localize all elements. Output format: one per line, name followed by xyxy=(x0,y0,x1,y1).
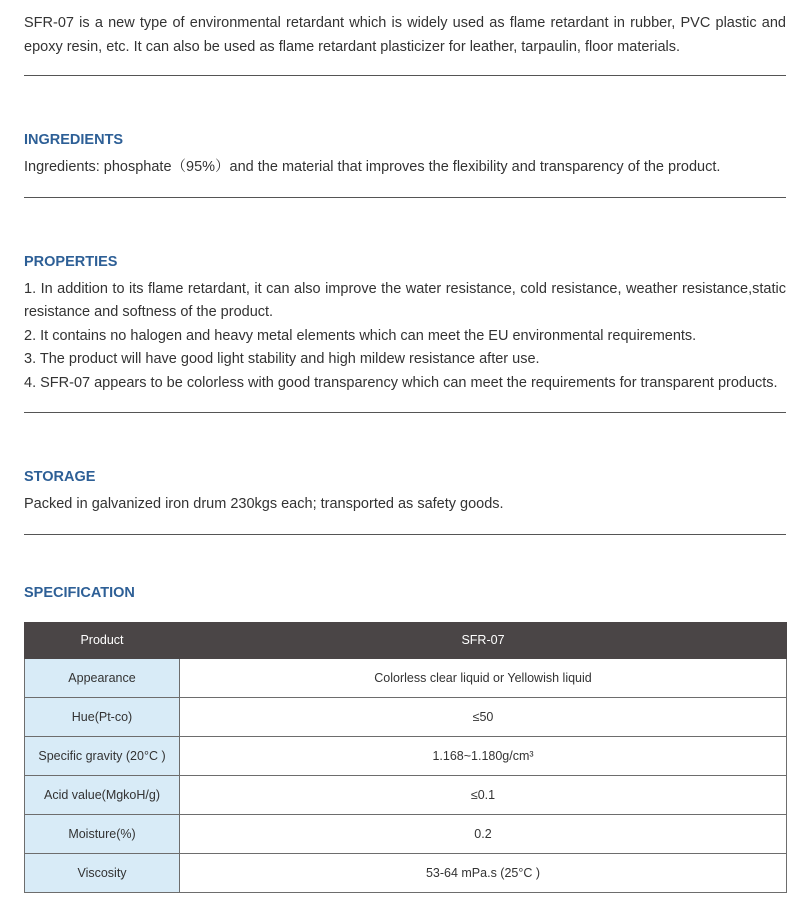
row-label: Viscosity xyxy=(25,853,180,892)
intro-paragraph: SFR-07 is a new type of environmental retardant which is widely used as flame retardant in rubber, PVC plastic and epoxy resin, etc. It can also be used as flame retardant plasticizer for leather, tarpaulin, floor materials. xyxy=(24,15,786,55)
row-label: Moisture(%) xyxy=(25,814,180,853)
list-item: 1. In addition to its flame retardant, it can also improve the water resistance, cold resistance, weather resistance,static resistance and softness of the product. xyxy=(24,280,786,320)
specification-title: SPECIFICATION xyxy=(24,584,135,601)
header-product: Product xyxy=(25,622,180,658)
table-header-row xyxy=(25,622,787,658)
row-value: 1.168~1.180g/cm³ xyxy=(180,736,787,775)
table-row xyxy=(25,697,787,736)
table-row xyxy=(25,814,787,853)
divider xyxy=(24,197,786,198)
table-row xyxy=(25,853,787,892)
table-row xyxy=(25,736,787,775)
header-model: SFR-07 xyxy=(180,622,787,658)
row-value: 0.2 xyxy=(180,814,787,853)
row-value: ≤0.1 xyxy=(180,775,787,814)
storage-title: STORAGE xyxy=(24,469,96,485)
divider xyxy=(24,75,786,76)
divider xyxy=(24,412,786,413)
divider xyxy=(24,534,786,535)
row-label: Specific gravity (20°C ) xyxy=(25,736,180,775)
list-item: 3. The product will have good light stability and high mildew resistance after use. xyxy=(24,351,540,367)
specification-table xyxy=(24,622,787,893)
row-label: Appearance xyxy=(25,658,180,697)
ingredients-title: INGREDIENTS xyxy=(24,132,124,148)
row-value: ≤50 xyxy=(180,697,787,736)
ingredients-text: Ingredients: phosphate（95%）and the material that improves the flexibility and transparency of the product. xyxy=(24,159,721,175)
product-description xyxy=(24,12,786,893)
row-label: Acid value(MgkoH/g) xyxy=(25,775,180,814)
table-row xyxy=(25,658,787,697)
properties-title: PROPERTIES xyxy=(24,253,118,270)
row-label: Hue(Pt-co) xyxy=(25,697,180,736)
table-row xyxy=(25,775,787,814)
properties-list xyxy=(24,278,786,396)
row-value: 53-64 mPa.s (25°C ) xyxy=(180,853,787,892)
list-item: 4. SFR-07 appears to be colorless with good transparency which can meet the requirements for transparent products. xyxy=(24,374,778,391)
row-value: Colorless clear liquid or Yellowish liquid xyxy=(180,658,787,697)
storage-text: Packed in galvanized iron drum 230kgs each; transported as safety goods. xyxy=(24,496,504,512)
list-item: 2. It contains no halogen and heavy metal elements which can meet the EU environmental requirements. xyxy=(24,327,697,344)
